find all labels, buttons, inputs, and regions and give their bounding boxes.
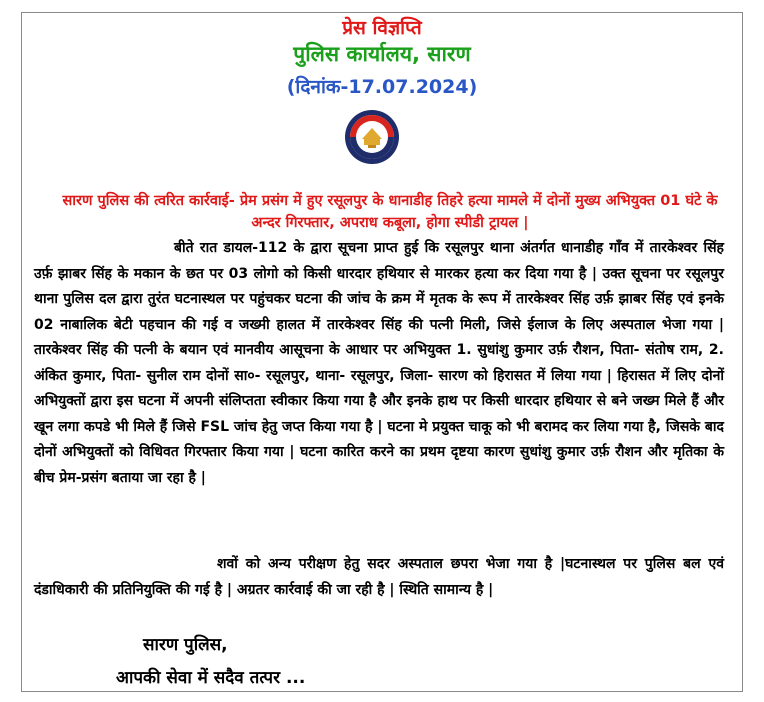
body-paragraph-1: बीते रात डायल-112 के द्वारा सूचना प्राप्त हुई कि रसूलपुर थाना अंतर्गत धानाडीह गाँव में तारकेश्वर सिंह उर्फ़ झाबर सिंह के मकान के छत पर 03 लोगो को किसी धारदार हथियार से मारकर हत्या कर दिया गया है | उक्त सूचना पर रसूलपुर थाना पुलिस दल द्वारा तुरंत घटनास्थल पर पहुंचकर घटना की जांच के क्रम में मृतक के रूप में तारकेश्वर सिंह उर्फ़ झाबर सिंह एवं इनके 02 नाबालिक बेटी पहचान की गई व जख्मी हालत में तारकेश्वर सिंह की पत्नी मिली, जिसे ईलाज के लिए अस्पताल भेजा गया | तारकेश्वर सिंह की पत्नी के बयान एवं मानवीय आसूचना के आधार पर अभियुक्त 1. सुधांशु कुमार उर्फ़ रौशन, पिता- संतोष राम, 2. अंकित कुमार, पिता- सुनील राम दोनों सा०- रसूलपुर, थाना- रसूलपुर, जिला- सारण को हिरासत में लिया गया | हिरासत में लिए दोनों अभियुक्तों द्वारा इस घटना में अपनी संलिप्तता स्वीकार किया गया है और इनके हाथ पर किसी धारदार हथियार से बने जख्म मिले हैं और खून लगा कपडे भी मिले हैं जिसे FSL जांच हेतु जप्त किया गया है | घटना मे प्रयुक्त चाकू को भी बरामद कर लिया गया है, जिसके बाद दोनों अभियुक्तों को विधिवत गिरफ्तार किया गया | घटना कारित करने का प्रथम दृष्टया कारण सुधांशु कुमार उर्फ़ रौशन और मृतिका के बीच प्रेम-प्रसंग बताया जा रहा है | xyxy=(34,240,724,486)
signature-line-1: सारण पुलिस, xyxy=(143,635,228,655)
bihar-police-emblem-icon xyxy=(344,109,400,165)
office-name: पुलिस कार्यालय, सारण xyxy=(293,42,471,66)
release-date: (दिनांक-17.07.2024) xyxy=(286,76,478,98)
press-release-title: प्रेस विज्ञप्ति xyxy=(342,17,422,39)
body-paragraph-2: शवों को अन्य परीक्षण हेतु सदर अस्पताल छपरा भेजा गया है |घटनास्थल पर पुलिस बल एवं दंडाधिकारी की प्रतिनियुक्ति की गई है | अग्रतर कार्रवाई की जा रही है | स्थिति सामान्य है | xyxy=(34,556,724,598)
signature-line-2: आपकी सेवा में सदैव तत्पर ... xyxy=(116,668,306,688)
news-headline: सारण पुलिस की त्वरित कार्रवाई- प्रेम प्रसंग में हुए रसूलपुर के धानाडीह तिहरे हत्या मामले में दोनों मुख्य अभियुक्त 01 घंटे के अन्दर गिरफ्तार, अपराध कबूला, होगा स्पीडी ट्रायल | xyxy=(62,193,718,231)
